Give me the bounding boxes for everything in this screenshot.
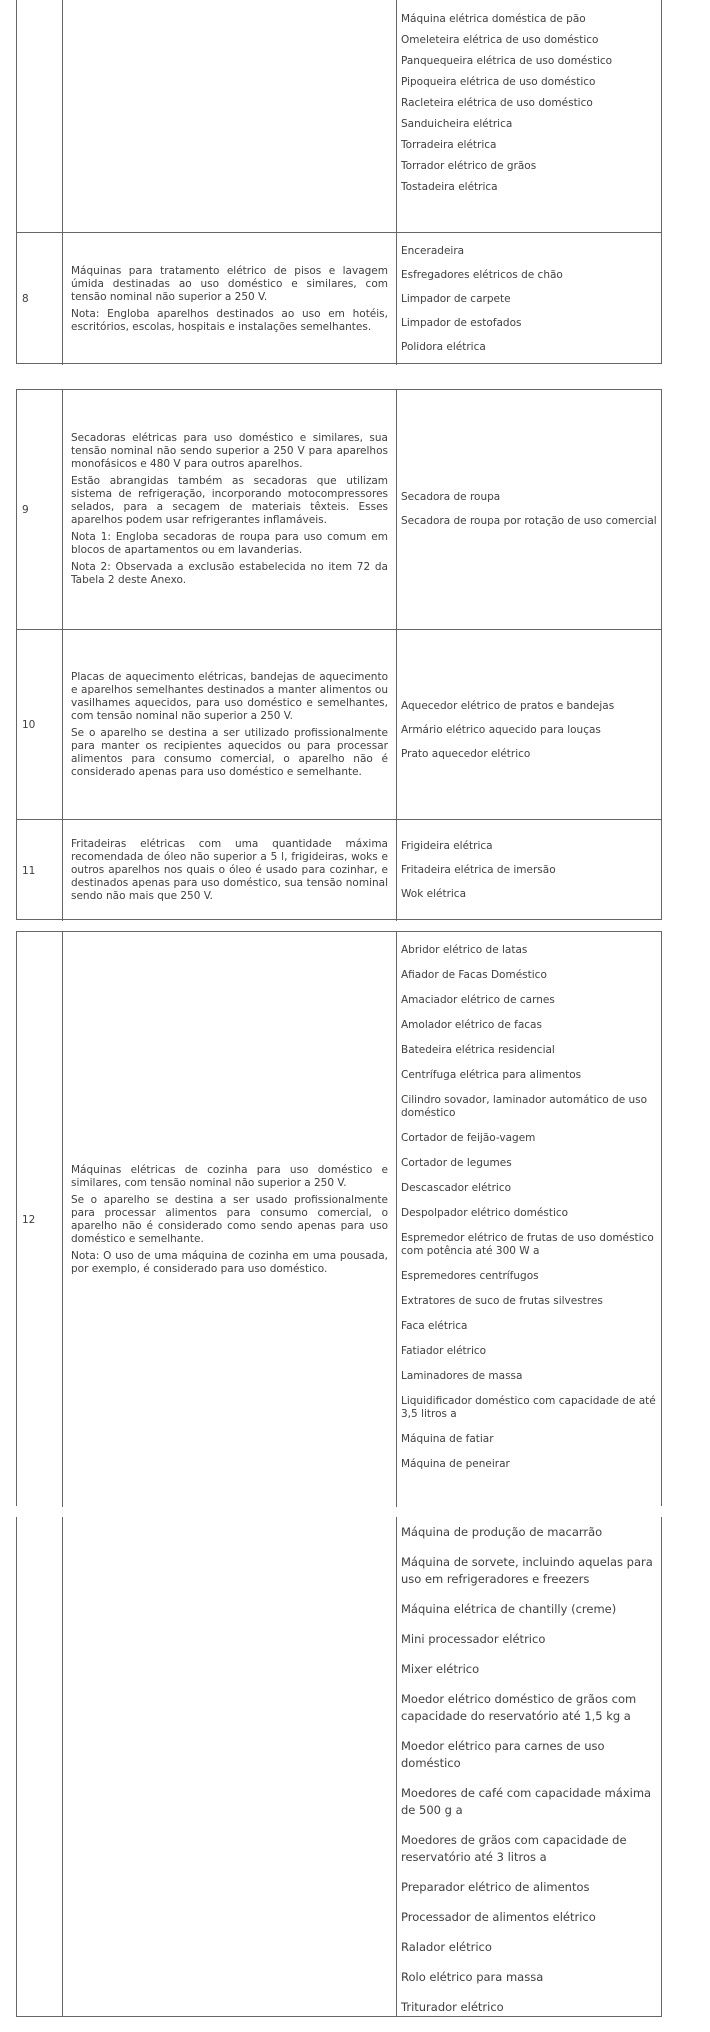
list-item: Mini processador elétrico [401, 1632, 546, 1646]
list-item: Cortador de legumes [401, 1157, 512, 1169]
item-number-cell: 9 [17, 390, 63, 629]
list-item: Extratores de suco de frutas silvestres [401, 1295, 603, 1307]
list-item: Triturador elétrico [401, 2000, 504, 2014]
list-item: Aquecedor elétrico de pratos e bandejas [401, 700, 615, 712]
list-item: Moedor elétrico para carnes de uso doméstico [401, 1739, 605, 1770]
list-item: Torradeira elétrica [401, 139, 497, 151]
table-row [17, 232, 661, 365]
products-cell [397, 390, 661, 629]
list-item: Máquina de peneirar [401, 1458, 510, 1470]
list-item: Batedeira elétrica residencial [401, 1044, 555, 1056]
list-item: Limpador de estofados [401, 316, 522, 329]
table-row [17, 932, 661, 1507]
table-part-3 [16, 931, 662, 1506]
list-item: Prato aquecedor elétrico [401, 748, 531, 760]
list-item: Amolador elétrico de facas [401, 1019, 542, 1031]
list-item: Secadora de roupa por rotação de uso comercial [401, 515, 657, 527]
item-number-cell [17, 1517, 63, 2017]
list-item: Panquequeira elétrica de uso doméstico [401, 55, 613, 67]
list-item: Máquina de sorvete, incluindo aquelas para uso em refrigeradores e freezers [401, 1555, 653, 1586]
list-item: Máquina de fatiar [401, 1433, 494, 1445]
list-item: Processador de alimentos elétrico [401, 1910, 596, 1924]
list-item: Afiador de Facas Doméstico [401, 969, 547, 981]
list-item: Enceradeira [401, 244, 465, 257]
list-item: Liquidificador doméstico com capacidade de até 3,5 litros a [401, 1395, 656, 1420]
table-row [17, 1517, 661, 2017]
item-number-cell: 10 [17, 630, 63, 819]
list-item: Rolo elétrico para massa [401, 1970, 544, 1984]
description-cell [63, 1517, 397, 2017]
list-item: Faca elétrica [401, 1320, 468, 1332]
description-cell: Fritadeiras elétricas com uma quantidade máxima recomendada de óleo não superior a 5 l, frigideiras, woks e outros aparelhos nos quais o óleo é usado para cozinhar, e destinados apenas para uso doméstico, sua tensão nominal sendo não mais que 250 V. [63, 820, 397, 921]
list-item: Mixer elétrico [401, 1662, 480, 1676]
list-item: Omeleteira elétrica de uso doméstico [401, 34, 599, 46]
table-part-2 [16, 389, 662, 920]
table-part-4 [16, 1517, 662, 2017]
list-item: Torrador elétrico de grãos [401, 160, 537, 172]
table-row [17, 390, 661, 629]
list-item: Moedores de café com capacidade máxima de 500 g a [401, 1786, 652, 1817]
list-item: Armário elétrico aquecido para louças [401, 724, 601, 736]
products-cell [397, 630, 661, 819]
list-item: Fatiador elétrico [401, 1345, 487, 1357]
list-item: Cortador de feijão-vagem [401, 1132, 536, 1144]
list-item: Amaciador elétrico de carnes [401, 994, 555, 1006]
item-number-cell [17, 0, 63, 232]
description-cell: Placas de aquecimento elétricas, bandejas de aquecimento e aparelhos semelhantes destinados a manter alimentos ou vasilhames aquecidos, para uso doméstico e semelhantes, com tensão nominal não superior a 250 V. Se o aparelho se destina a ser utilizado profissionalmente para manter os recipientes aquecidos ou para processar alimentos para consumo comercial, o aparelho não é considerado apenas para uso doméstico e semelhante. [63, 630, 397, 819]
table-row [17, 629, 661, 819]
description-cell [63, 0, 397, 232]
products-cell [397, 1517, 661, 2017]
description-cell: Máquinas elétricas de cozinha para uso doméstico e similares, com tensão nominal não superior a 250 V. Se o aparelho se destina a ser usado profissionalmente para processar alimentos para consumo comercial, o aparelho não é considerado como sendo apenas para uso doméstico e semelhante. Nota: O uso de uma máquina de cozinha em uma pousada, por exemplo, é considerado para uso doméstico. [63, 932, 397, 1507]
products-cell [397, 233, 661, 365]
list-item: Polidora elétrica [401, 340, 486, 353]
list-item: Moedores de grãos com capacidade de reservatório até 3 litros a [401, 1833, 627, 1864]
table-part-1 [16, 0, 662, 364]
item-number-cell: 12 [17, 932, 63, 1507]
list-item: Despolpador elétrico doméstico [401, 1207, 569, 1219]
list-item: Fritadeira elétrica de imersão [401, 864, 556, 876]
list-item: Tostadeira elétrica [401, 181, 498, 193]
list-item: Preparador elétrico de alimentos [401, 1880, 590, 1894]
list-item: Espremedores centrífugos [401, 1270, 539, 1282]
description-cell: Secadoras elétricas para uso doméstico e similares, sua tensão nominal não sendo superior a 250 V para aparelhos monofásicos e 480 V para outros aparelhos. Estão abrangidas também as secadoras que utilizam sistema de refrigeração, incorporando motocompressores selados, para a secagem de materiais têxteis. Esses aparelhos podem usar refrigerantes inflamáveis. Nota 1: Engloba secadoras de roupa para uso comum em blocos de apartamentos ou em lavanderias. Nota 2: Observada a exclusão estabelecida no item 72 da Tabela 2 deste Anexo. [63, 390, 397, 629]
list-item: Moedor elétrico doméstico de grãos com capacidade do reservatório até 1,5 kg a [401, 1692, 637, 1723]
list-item: Secadora de roupa [401, 491, 501, 503]
list-item: Esfregadores elétricos de chão [401, 268, 563, 281]
list-item: Descascador elétrico [401, 1182, 512, 1194]
description-cell: Máquinas para tratamento elétrico de pisos e lavagem úmida destinadas ao uso doméstico e similares, com tensão nominal não superior a 250 V. Nota: Engloba aparelhos destinados ao uso em hotéis, escritórios, escolas, hospitais e instalações semelhantes. [63, 233, 397, 365]
list-item: Espremedor elétrico de frutas de uso doméstico com potência até 300 W a [401, 1232, 654, 1257]
item-number-cell: 11 [17, 820, 63, 921]
list-item: Pipoqueira elétrica de uso doméstico [401, 76, 596, 88]
list-item: Ralador elétrico [401, 1940, 492, 1954]
list-item: Centrífuga elétrica para alimentos [401, 1069, 582, 1081]
table-row [17, 819, 661, 921]
products-cell [397, 932, 661, 1507]
item-number-cell: 8 [17, 233, 63, 365]
list-item: Sanduicheira elétrica [401, 118, 513, 130]
products-cell [397, 820, 661, 921]
list-item: Máquina de produção de macarrão [401, 1525, 603, 1539]
products-cell [397, 0, 661, 232]
list-item: Racleteira elétrica de uso doméstico [401, 97, 593, 109]
list-item: Máquina elétrica de chantilly (creme) [401, 1602, 617, 1616]
list-item: Cilindro sovador, laminador automático de uso doméstico [401, 1094, 648, 1119]
list-item: Abridor elétrico de latas [401, 944, 528, 956]
list-item: Máquina elétrica doméstica de pão [401, 13, 586, 25]
list-item: Wok elétrica [401, 888, 467, 900]
list-item: Limpador de carpete [401, 292, 511, 305]
list-item: Frigideira elétrica [401, 840, 493, 852]
table-row [17, 0, 661, 232]
list-item: Laminadores de massa [401, 1370, 523, 1382]
